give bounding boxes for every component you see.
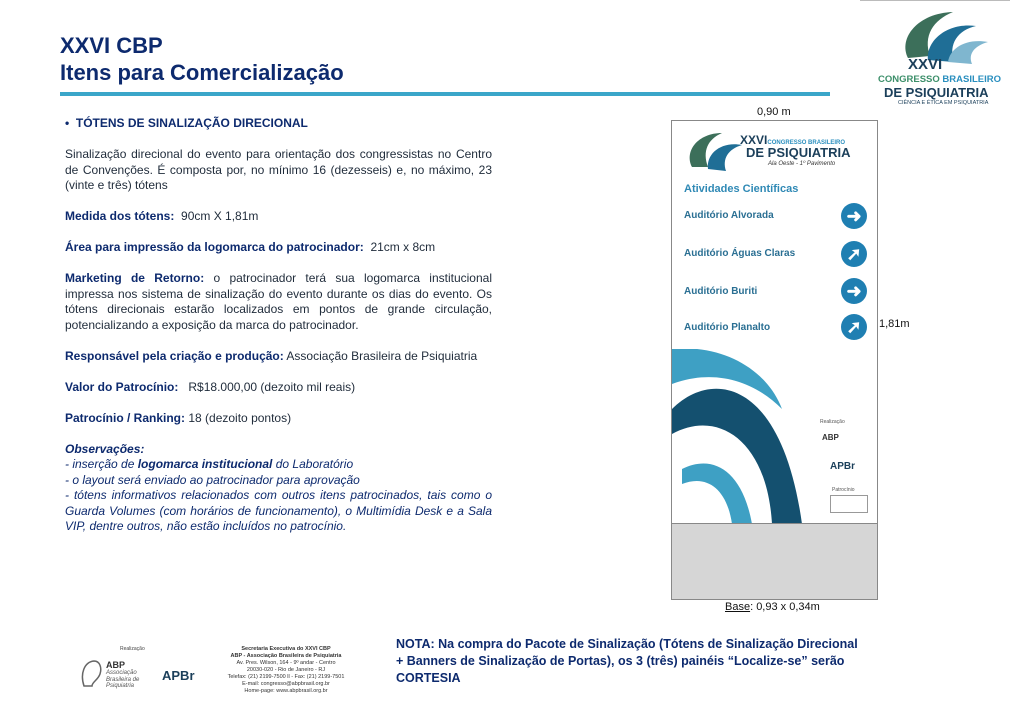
title-line-1: XXVI CBP — [60, 33, 163, 58]
totem-header-top: XXVICONGRESSO BRASILEIRO — [740, 133, 846, 147]
totem-auditorio-2: Auditório Águas Claras — [684, 248, 796, 259]
top-divider-line — [860, 0, 1010, 1]
totem-abp: ABP — [822, 433, 839, 442]
obs-item-1: - inserção de logomarca institucional do Laboratório — [65, 457, 354, 471]
footer-secretaria: Secretaria Executiva do XXVI CBP ABP - Associação Brasileira de Psiquiatria Av. Pres. Wilson, 164 - 9º andar - Centro 20030-020 - Rio de Janeiro - RJ Telefax: (21) 2199-7500 ll - Fax: (21) 2199-7501 E-mail: congresso@abpbrasil.org.br Home-page: www.abpbrasil.org.br — [227, 646, 345, 694]
obs-item-2: - o layout será enviado ao patrocinador para aprovação — [65, 472, 360, 487]
totem-section-title: Atividades Científicas — [684, 183, 799, 195]
totem-auditorio-4: Auditório Planalto — [684, 322, 771, 333]
arrow-right-icon: ➜ — [841, 203, 867, 229]
page-title — [60, 32, 344, 86]
congress-logo — [878, 8, 1001, 108]
valor-row: Valor do Patrocínio: R$18.000,00 (dezoito mil reais) — [65, 379, 356, 394]
item-description — [65, 116, 492, 535]
ranking-row: Patrocínio / Ranking: 18 (dezoito pontos) — [65, 410, 292, 425]
totem-base-label: Base: 0,93 x 0,34m — [725, 601, 820, 613]
totem-header-psiquiatria: DE PSIQUIATRIA — [746, 145, 851, 160]
logo-roman: XXVI — [908, 56, 943, 73]
logo-tagline: CIÊNCIA E ÉTICA EM PSIQUIATRIA — [898, 100, 989, 106]
responsavel-row: Responsável pela criação e produção: Associação Brasileira de Psiquiatria — [65, 348, 478, 363]
totem-auditorio-3: Auditório Buriti — [684, 286, 758, 297]
footer-realizacao: Realização — [120, 646, 145, 652]
totem-sponsor-box — [830, 495, 868, 513]
arrow-up-right-icon: ➚ — [841, 241, 867, 267]
abp-head-icon — [80, 658, 102, 688]
totem-ala: Ala Oeste - 1º Pavimento — [768, 161, 836, 167]
totem-swoosh-graphic — [672, 349, 812, 524]
totem-mockup — [671, 120, 878, 525]
section-bullet: • TÓTENS DE SINALIZAÇÃO DIRECIONAL — [65, 116, 308, 130]
totem-apbr: APBr — [830, 461, 856, 472]
totem-patrocinio: Patrocínio — [832, 487, 855, 493]
marketing-row: Marketing de Retorno: o patrocinador terá sua logomarca institucional impressa nos sistema de sinalização do evento durante os dias do evento. Os tótens direcionais estarão localizados em pontos de grande circulação, potencializando a exposição da marca do patrocinador. — [65, 271, 492, 332]
title-line-2: Itens para Comercialização — [60, 60, 344, 85]
title-rule — [60, 92, 830, 96]
obs-label: Observações: — [65, 441, 145, 456]
totem-auditorio-1: Auditório Alvorada — [684, 210, 774, 221]
footer-abp: ABP — [106, 660, 126, 670]
arrow-up-right-icon: ➚ — [841, 314, 867, 340]
footer-apbr: APBr — [162, 668, 195, 683]
totem-width-label: 0,90 m — [757, 106, 791, 118]
nota-text: NOTA: Na compra do Pacote de Sinalização (Tótens de Sinalização Direcional + Banners de Sinalização de Portas), os 3 (três) painéis “Localize-se” serão CORTESIA — [396, 637, 858, 685]
totem-logo-icon — [684, 129, 744, 171]
area-row: Área para impressão da logomarca do patrocinador: 21cm x 8cm — [65, 240, 436, 254]
totem-base — [671, 523, 878, 600]
totem-realizacao: Realização — [820, 419, 845, 425]
logo-congresso-line: CONGRESSO BRASILEIRO — [878, 74, 1001, 85]
observacoes — [65, 442, 492, 535]
footer-abp-logo — [80, 646, 200, 696]
medida-row: Medida dos tótens: 90cm X 1,81m — [65, 209, 259, 223]
totem-height-label: 1,81m — [879, 318, 910, 330]
logo-psiquiatria: DE PSIQUIATRIA — [884, 85, 989, 100]
footer-abp-sub: Associação Brasileira de Psiquiatria — [106, 670, 140, 689]
arrow-right-icon: ➜ — [841, 278, 867, 304]
obs-item-3: - tótens informativos relacionados com outros itens patrocinados, tais como o Guarda Volumes (com horários de funcionamento), o Multimídia Desk e a Sala VIP, dentre outros, não estão incluídos no patrocínio. — [65, 488, 492, 533]
description-text: Sinalização direcional do evento para orientação dos congressistas no Centro de Convenções. É composta por, no mínimo 16 (dezesseis) e, no máximo, 23 (vinte e três) tótens — [65, 147, 492, 192]
